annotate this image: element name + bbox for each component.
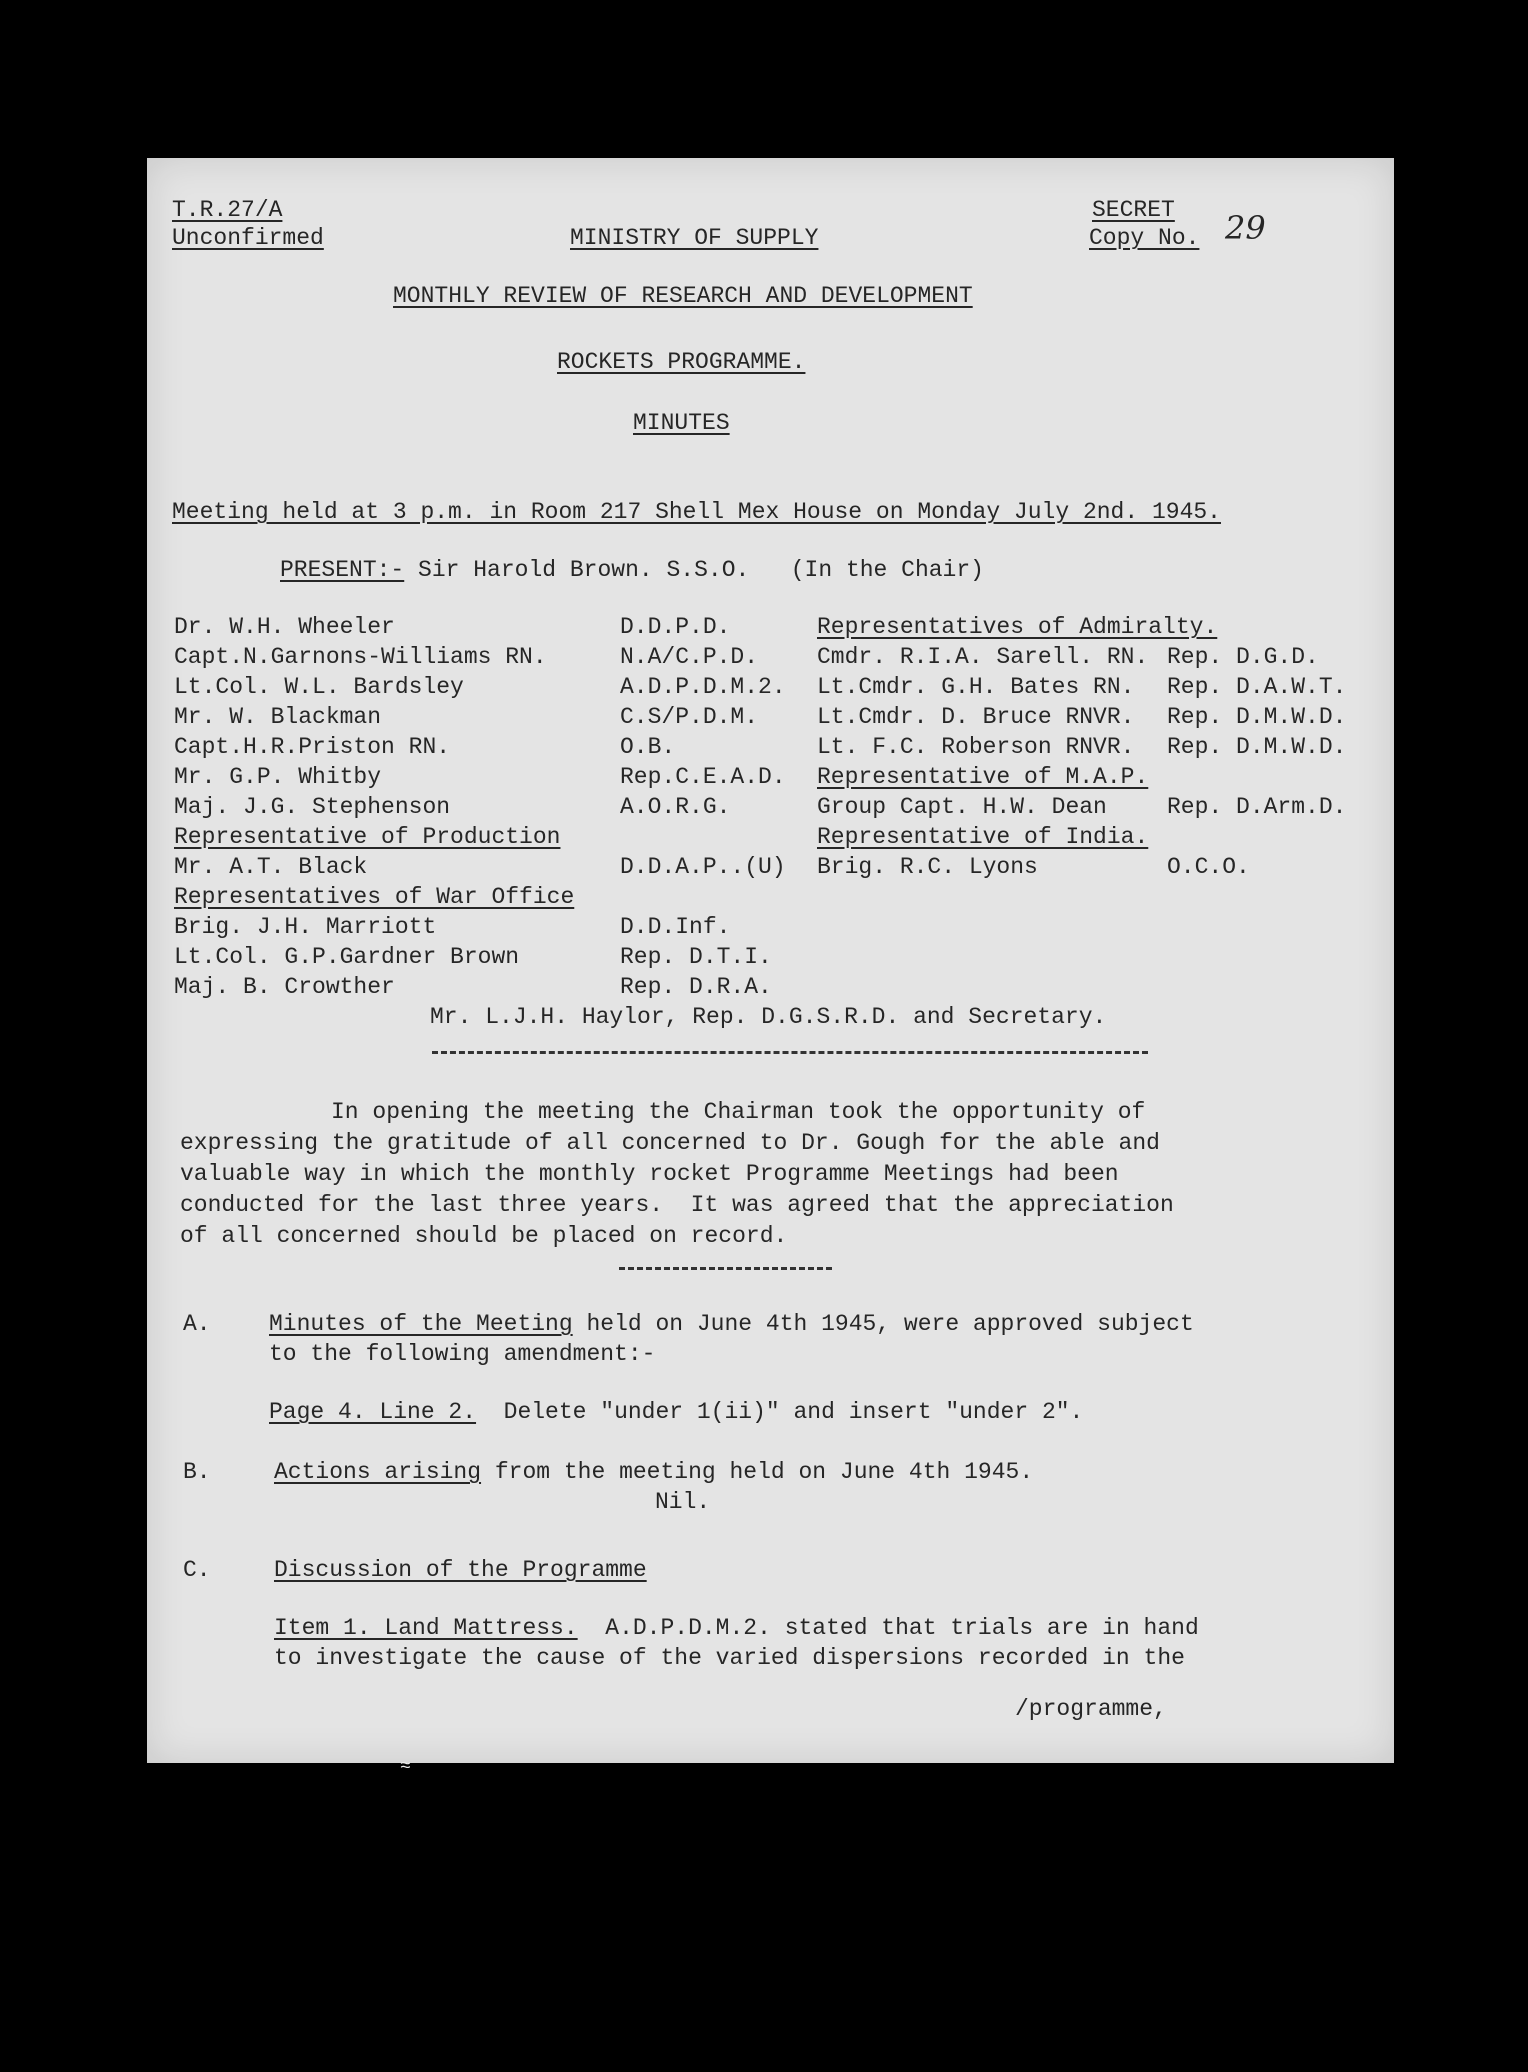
continuation-mark: /programme, — [1015, 1696, 1167, 1722]
attendee-role: N.A/C.P.D. — [620, 644, 759, 670]
attendee-role: Rep. D.T.I. — [620, 944, 772, 970]
attendee-name: Brig. R.C. Lyons — [817, 854, 1038, 880]
item-b-heading: Actions arising — [274, 1459, 482, 1485]
attendee-role: C.S/P.D.M. — [620, 704, 759, 730]
secretary-line: Mr. L.J.H. Haylor, Rep. D.G.S.R.D. and Secretary. — [430, 1004, 1107, 1030]
document-page — [147, 158, 1394, 1763]
attendee-name: Lt. F.C. Roberson RNVR. — [817, 734, 1135, 760]
attendee-name: Maj. B. Crowther — [174, 974, 395, 1000]
present-line — [280, 556, 984, 584]
attendee-name: Lt.Cmdr. G.H. Bates RN. — [817, 674, 1135, 700]
confirmation-status: Unconfirmed — [172, 225, 324, 251]
item-c-text-cont: to investigate the cause of the varied dispersions recorded in the — [274, 1645, 1185, 1671]
attendee-name: Mr. A.T. Black — [174, 854, 368, 880]
reference-number: T.R.27/A — [172, 197, 283, 223]
classification-mark: SECRET — [1092, 197, 1175, 223]
attendee-name: Lt.Col. G.P.Gardner Brown — [174, 944, 520, 970]
item-b-result: Nil. — [655, 1489, 711, 1515]
attendee-name: Brig. J.H. Marriott — [174, 914, 437, 940]
item-b-letter: B. — [183, 1459, 211, 1485]
attendee-role: A.O.R.G. — [620, 794, 731, 820]
item-c-ref: Item 1. Land Mattress. — [274, 1615, 578, 1641]
item-c-heading: Discussion of the Programme — [274, 1557, 647, 1583]
paragraph-line: In opening the meeting the Chairman took the opportunity of — [331, 1099, 1146, 1125]
amendment-ref: Page 4. Line 2. — [269, 1399, 477, 1425]
attendee-name: Capt.H.R.Priston RN. — [174, 734, 451, 760]
attendee-name: Maj. J.G. Stephenson — [174, 794, 451, 820]
paragraph-line: valuable way in which the monthly rocket Programme Meetings had been — [180, 1161, 1119, 1187]
attendee-role: Rep. D.A.W.T. — [1167, 674, 1347, 700]
paragraph-line: expressing the gratitude of all concerned to Dr. Gough for the able and — [180, 1130, 1160, 1156]
attendee-role: Rep. D.R.A. — [620, 974, 772, 1000]
attendee-role: Rep. D.M.W.D. — [1167, 704, 1347, 730]
chair-name: Sir Harold Brown. S.S.O. — [418, 557, 750, 583]
attendee-name: Cmdr. R.I.A. Sarell. RN. — [817, 644, 1149, 670]
item-a-line — [269, 1310, 1194, 1338]
attendee-role: D.D.Inf. — [620, 914, 731, 940]
document-type: MINUTES — [633, 410, 730, 436]
group-heading: Representative of India. — [817, 824, 1149, 850]
attendee-role: D.D.P.D. — [620, 614, 731, 640]
item-c-line — [274, 1614, 1199, 1642]
review-title: MONTHLY REVIEW OF RESEARCH AND DEVELOPMENT — [393, 283, 973, 309]
attendee-name: Mr. G.P. Whitby — [174, 764, 382, 790]
attendee-name: Mr. W. Blackman — [174, 704, 382, 730]
amendment-line — [269, 1398, 1083, 1426]
attendee-name: Lt.Col. W.L. Bardsley — [174, 674, 464, 700]
item-b-line — [274, 1458, 1033, 1486]
paragraph-line: of all concerned should be placed on record. — [180, 1223, 788, 1249]
item-a-text: held on June 4th 1945, were approved subject — [572, 1311, 1194, 1337]
item-c-text: A.D.P.D.M.2. stated that trials are in hand — [577, 1615, 1199, 1641]
item-a-letter: A. — [183, 1311, 211, 1337]
item-a-heading: Minutes of the Meeting — [269, 1311, 573, 1337]
attendee-name: Lt.Cmdr. D. Bruce RNVR. — [817, 704, 1135, 730]
copy-label: Copy No. — [1089, 225, 1200, 251]
programme-title: ROCKETS PROGRAMME. — [557, 349, 806, 375]
meeting-details: Meeting held at 3 p.m. in Room 217 Shell Mex House on Monday July 2nd. 1945. — [172, 499, 1221, 525]
attendee-role: D.D.A.P..(U) — [620, 854, 786, 880]
ministry-title: MINISTRY OF SUPPLY — [570, 225, 819, 251]
scan-artifact: ≈ — [400, 1757, 411, 1777]
amendment-text: Delete "under 1(ii)" and insert "under 2". — [476, 1399, 1084, 1425]
copy-number-handwritten: 29 — [1225, 209, 1266, 247]
attendee-role: Rep.C.E.A.D. — [620, 764, 786, 790]
attendee-role: O.C.O. — [1167, 854, 1250, 880]
group-heading: Representative of M.A.P. — [817, 764, 1149, 790]
group-heading: Representative of Production — [174, 824, 561, 850]
section-divider — [619, 1267, 832, 1270]
item-c-letter: C. — [183, 1557, 211, 1583]
attendee-name: Group Capt. H.W. Dean — [817, 794, 1107, 820]
attendee-role: Rep. D.G.D. — [1167, 644, 1319, 670]
attendee-name: Dr. W.H. Wheeler — [174, 614, 395, 640]
attendee-name: Capt.N.Garnons-Williams RN. — [174, 644, 547, 670]
attendee-role: Rep. D.M.W.D. — [1167, 734, 1347, 760]
group-heading: Representatives of Admiralty. — [817, 614, 1218, 640]
item-a-text-cont: to the following amendment:- — [269, 1341, 656, 1367]
attendee-role: O.B. — [620, 734, 676, 760]
item-b-text: from the meeting held on June 4th 1945. — [481, 1459, 1034, 1485]
attendee-role: A.D.P.D.M.2. — [620, 674, 786, 700]
paragraph-line: conducted for the last three years. It was agreed that the appreciation — [180, 1192, 1174, 1218]
group-heading: Representatives of War Office — [174, 884, 575, 910]
section-divider — [432, 1051, 1148, 1054]
attendee-role: Rep. D.Arm.D. — [1167, 794, 1347, 820]
present-label: PRESENT:- — [280, 557, 405, 583]
chair-note: (In the Chair) — [790, 557, 984, 583]
